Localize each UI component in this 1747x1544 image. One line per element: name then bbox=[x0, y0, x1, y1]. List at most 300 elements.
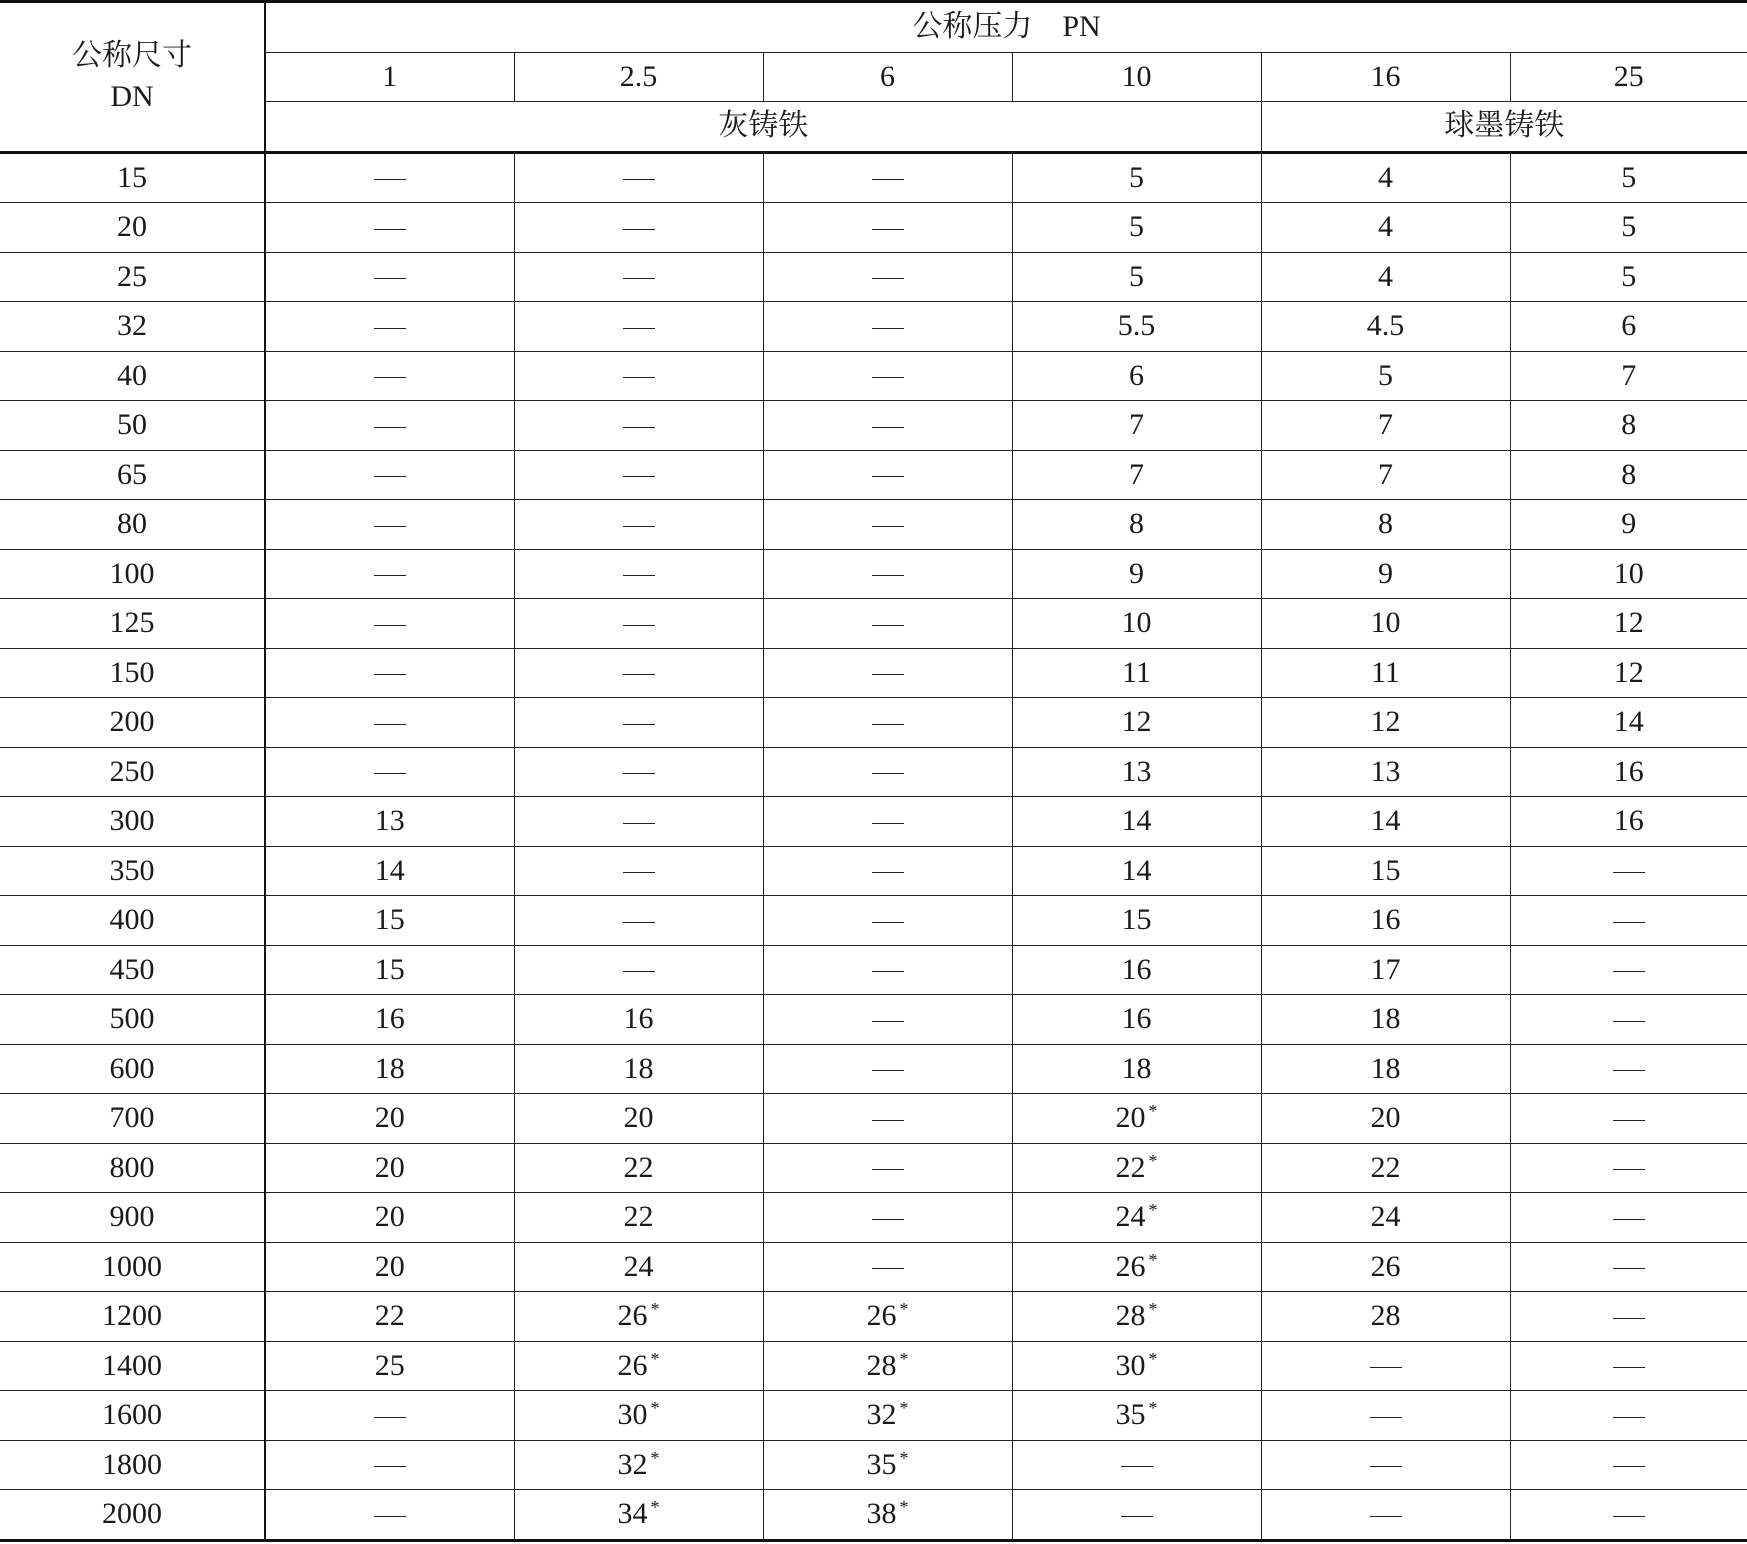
thickness-cell: 7 bbox=[1261, 401, 1510, 451]
thickness-cell: 6 bbox=[1510, 302, 1747, 352]
not-applicable-dash bbox=[872, 823, 904, 824]
dn-cell: 400 bbox=[0, 896, 265, 946]
thickness-cell: 20 bbox=[265, 1193, 514, 1243]
material-ductile-iron-cell: 球墨铸铁 bbox=[1261, 102, 1747, 153]
thickness-cell: 22 bbox=[1261, 1143, 1510, 1193]
thickness-cell: 22 bbox=[265, 1292, 514, 1342]
thickness-cell bbox=[514, 401, 763, 451]
not-applicable-dash bbox=[623, 872, 655, 873]
thickness-cell: 20 bbox=[514, 1094, 763, 1144]
thickness-cell: 8 bbox=[1510, 401, 1747, 451]
thickness-cell bbox=[265, 549, 514, 599]
table-row bbox=[0, 747, 1747, 797]
thickness-cell: 17 bbox=[1261, 945, 1510, 995]
thickness-cell: 26 * bbox=[514, 1341, 763, 1391]
dn-cell: 80 bbox=[0, 500, 265, 550]
thickness-cell: 26 * bbox=[763, 1292, 1012, 1342]
thickness-cell: 35 * bbox=[1012, 1391, 1261, 1441]
not-applicable-dash bbox=[872, 872, 904, 873]
dn-cell: 40 bbox=[0, 351, 265, 401]
thickness-cell: 4 bbox=[1261, 152, 1510, 203]
dn-cell: 2000 bbox=[0, 1490, 265, 1541]
thickness-cell bbox=[265, 648, 514, 698]
not-applicable-dash bbox=[374, 377, 406, 378]
dn-cell: 1000 bbox=[0, 1242, 265, 1292]
not-applicable-dash bbox=[1370, 1367, 1402, 1368]
thickness-cell: 20 bbox=[1261, 1094, 1510, 1144]
thickness-cell bbox=[763, 896, 1012, 946]
thickness-cell: 28 bbox=[1261, 1292, 1510, 1342]
table-row bbox=[0, 152, 1747, 203]
not-applicable-dash bbox=[623, 625, 655, 626]
thickness-cell bbox=[763, 450, 1012, 500]
thickness-cell: 15 bbox=[1012, 896, 1261, 946]
not-applicable-dash bbox=[623, 476, 655, 477]
thickness-cell bbox=[763, 152, 1012, 203]
thickness-cell bbox=[763, 500, 1012, 550]
dn-cell: 500 bbox=[0, 995, 265, 1045]
thickness-cell: 10 bbox=[1510, 549, 1747, 599]
thickness-cell: 22 bbox=[514, 1193, 763, 1243]
not-applicable-dash bbox=[623, 575, 655, 576]
thickness-cell: 35 * bbox=[763, 1440, 1012, 1490]
thickness-cell bbox=[514, 152, 763, 203]
table-row bbox=[0, 945, 1747, 995]
thickness-cell bbox=[1510, 1242, 1747, 1292]
thickness-cell bbox=[265, 252, 514, 302]
dn-cell: 50 bbox=[0, 401, 265, 451]
not-applicable-dash bbox=[623, 674, 655, 675]
not-applicable-dash bbox=[872, 724, 904, 725]
thickness-cell bbox=[763, 1143, 1012, 1193]
thickness-cell: 13 bbox=[265, 797, 514, 847]
table-row bbox=[0, 599, 1747, 649]
pressure-value-cell: 2.5 bbox=[514, 52, 763, 102]
thickness-cell: 20 * bbox=[1012, 1094, 1261, 1144]
not-applicable-dash bbox=[1613, 872, 1645, 873]
thickness-cell: 20 bbox=[265, 1094, 514, 1144]
thickness-cell: 4 bbox=[1261, 203, 1510, 253]
thickness-cell: 10 bbox=[1261, 599, 1510, 649]
thickness-cell: 26 * bbox=[1012, 1242, 1261, 1292]
dn-cell: 20 bbox=[0, 203, 265, 253]
table-row bbox=[0, 1391, 1747, 1441]
footnote-asterisk: * bbox=[899, 1497, 909, 1518]
not-applicable-dash bbox=[374, 328, 406, 329]
thickness-cell bbox=[265, 401, 514, 451]
not-applicable-dash bbox=[872, 476, 904, 477]
table-row bbox=[0, 995, 1747, 1045]
not-applicable-dash bbox=[374, 476, 406, 477]
size-header-cell bbox=[0, 2, 265, 153]
footnote-asterisk: * bbox=[1148, 1150, 1158, 1171]
dn-cell: 1200 bbox=[0, 1292, 265, 1342]
thickness-cell bbox=[265, 747, 514, 797]
dn-cell: 250 bbox=[0, 747, 265, 797]
thickness-cell bbox=[265, 302, 514, 352]
thickness-cell bbox=[763, 1193, 1012, 1243]
thickness-cell: 14 bbox=[1261, 797, 1510, 847]
dn-cell: 32 bbox=[0, 302, 265, 352]
table-row bbox=[0, 401, 1747, 451]
thickness-cell: 14 bbox=[1012, 846, 1261, 896]
thickness-cell bbox=[763, 1094, 1012, 1144]
thickness-cell bbox=[763, 351, 1012, 401]
thickness-cell bbox=[514, 203, 763, 253]
thickness-cell: 16 bbox=[1012, 945, 1261, 995]
thickness-cell bbox=[265, 599, 514, 649]
thickness-cell bbox=[514, 252, 763, 302]
not-applicable-dash bbox=[374, 278, 406, 279]
dn-cell: 350 bbox=[0, 846, 265, 896]
dn-cell: 1400 bbox=[0, 1341, 265, 1391]
thickness-cell: 18 bbox=[1012, 1044, 1261, 1094]
dn-cell: 150 bbox=[0, 648, 265, 698]
thickness-cell bbox=[265, 1391, 514, 1441]
not-applicable-dash bbox=[1613, 1169, 1645, 1170]
table-row bbox=[0, 648, 1747, 698]
table-row bbox=[0, 797, 1747, 847]
thickness-cell bbox=[514, 500, 763, 550]
dn-cell: 65 bbox=[0, 450, 265, 500]
table-row bbox=[0, 203, 1747, 253]
table-row bbox=[0, 1094, 1747, 1144]
thickness-cell bbox=[514, 747, 763, 797]
thickness-cell bbox=[514, 450, 763, 500]
not-applicable-dash bbox=[1613, 1367, 1645, 1368]
thickness-cell bbox=[514, 846, 763, 896]
thickness-cell bbox=[763, 797, 1012, 847]
thickness-cell: 5 bbox=[1012, 252, 1261, 302]
dn-cell: 450 bbox=[0, 945, 265, 995]
thickness-cell: 9 bbox=[1261, 549, 1510, 599]
thickness-cell bbox=[1510, 995, 1747, 1045]
not-applicable-dash bbox=[872, 328, 904, 329]
thickness-cell bbox=[763, 846, 1012, 896]
not-applicable-dash bbox=[872, 427, 904, 428]
thickness-cell: 9 bbox=[1510, 500, 1747, 550]
size-symbol: DN bbox=[110, 79, 154, 113]
table-row bbox=[0, 450, 1747, 500]
thickness-cell: 24 * bbox=[1012, 1193, 1261, 1243]
thickness-cell: 5 bbox=[1012, 203, 1261, 253]
thickness-cell bbox=[1261, 1440, 1510, 1490]
thickness-cell bbox=[763, 549, 1012, 599]
table-row bbox=[0, 896, 1747, 946]
thickness-cell bbox=[265, 152, 514, 203]
material-gray-iron-cell: 灰铸铁 bbox=[265, 102, 1261, 153]
thickness-cell: 12 bbox=[1510, 648, 1747, 698]
table-row bbox=[0, 252, 1747, 302]
thickness-cell bbox=[763, 698, 1012, 748]
thickness-cell: 7 bbox=[1510, 351, 1747, 401]
thickness-cell: 30 * bbox=[1012, 1341, 1261, 1391]
footnote-asterisk: * bbox=[1148, 1101, 1158, 1122]
not-applicable-dash bbox=[623, 526, 655, 527]
thickness-cell bbox=[763, 599, 1012, 649]
footnote-asterisk: * bbox=[899, 1348, 909, 1369]
not-applicable-dash bbox=[872, 773, 904, 774]
not-applicable-dash bbox=[623, 823, 655, 824]
not-applicable-dash bbox=[872, 377, 904, 378]
table-row bbox=[0, 1490, 1747, 1541]
thickness-cell: 38 * bbox=[763, 1490, 1012, 1541]
thickness-cell bbox=[1012, 1490, 1261, 1541]
not-applicable-dash bbox=[872, 179, 904, 180]
table-header bbox=[0, 2, 1747, 153]
size-label: 公称尺寸 bbox=[72, 39, 192, 73]
not-applicable-dash bbox=[872, 1120, 904, 1121]
thickness-cell bbox=[1510, 846, 1747, 896]
thickness-cell: 28 * bbox=[763, 1341, 1012, 1391]
not-applicable-dash bbox=[1613, 1318, 1645, 1319]
thickness-cell bbox=[514, 351, 763, 401]
not-applicable-dash bbox=[1370, 1466, 1402, 1467]
table-row bbox=[0, 351, 1747, 401]
footnote-asterisk: * bbox=[650, 1299, 660, 1320]
not-applicable-dash bbox=[1121, 1466, 1153, 1467]
thickness-cell bbox=[514, 599, 763, 649]
thickness-cell bbox=[265, 1440, 514, 1490]
dn-cell: 15 bbox=[0, 152, 265, 203]
thickness-cell bbox=[265, 1490, 514, 1541]
not-applicable-dash bbox=[1613, 971, 1645, 972]
not-applicable-dash bbox=[1613, 1021, 1645, 1022]
not-applicable-dash bbox=[872, 971, 904, 972]
not-applicable-dash bbox=[1613, 922, 1645, 923]
not-applicable-dash bbox=[623, 773, 655, 774]
not-applicable-dash bbox=[1613, 1417, 1645, 1418]
not-applicable-dash bbox=[374, 179, 406, 180]
thickness-cell bbox=[514, 648, 763, 698]
dn-cell: 125 bbox=[0, 599, 265, 649]
thickness-cell bbox=[1510, 1292, 1747, 1342]
footnote-asterisk: * bbox=[1148, 1200, 1158, 1221]
thickness-cell: 24 bbox=[1261, 1193, 1510, 1243]
thickness-cell bbox=[514, 698, 763, 748]
thickness-cell: 16 bbox=[1012, 995, 1261, 1045]
table-row bbox=[0, 1440, 1747, 1490]
thickness-cell: 12 bbox=[1261, 698, 1510, 748]
thickness-cell bbox=[514, 797, 763, 847]
thickness-cell: 20 bbox=[265, 1242, 514, 1292]
dn-cell: 200 bbox=[0, 698, 265, 748]
table-row bbox=[0, 1044, 1747, 1094]
table-row bbox=[0, 846, 1747, 896]
thickness-cell: 4 bbox=[1261, 252, 1510, 302]
not-applicable-dash bbox=[374, 1516, 406, 1517]
dn-cell: 1600 bbox=[0, 1391, 265, 1441]
not-applicable-dash bbox=[872, 1219, 904, 1220]
thickness-cell: 12 bbox=[1510, 599, 1747, 649]
thickness-cell bbox=[1510, 1341, 1747, 1391]
thickness-cell bbox=[514, 549, 763, 599]
thickness-cell bbox=[1510, 1440, 1747, 1490]
table-row bbox=[0, 1143, 1747, 1193]
thickness-cell bbox=[1510, 1094, 1747, 1144]
thickness-cell bbox=[265, 351, 514, 401]
thickness-cell bbox=[763, 401, 1012, 451]
header-row-pressure bbox=[0, 2, 1747, 53]
thickness-cell: 8 bbox=[1510, 450, 1747, 500]
not-applicable-dash bbox=[374, 526, 406, 527]
not-applicable-dash bbox=[374, 1466, 406, 1467]
dn-cell: 1800 bbox=[0, 1440, 265, 1490]
not-applicable-dash bbox=[1370, 1516, 1402, 1517]
table-row bbox=[0, 302, 1747, 352]
thickness-cell: 28 * bbox=[1012, 1292, 1261, 1342]
pressure-header-cell: 公称压力 PN bbox=[265, 2, 1747, 53]
thickness-cell: 13 bbox=[1261, 747, 1510, 797]
thickness-cell bbox=[514, 896, 763, 946]
thickness-cell bbox=[1510, 896, 1747, 946]
thickness-cell bbox=[763, 747, 1012, 797]
thickness-cell: 25 bbox=[265, 1341, 514, 1391]
dn-cell: 800 bbox=[0, 1143, 265, 1193]
footnote-asterisk: * bbox=[650, 1447, 660, 1468]
thickness-cell bbox=[1261, 1391, 1510, 1441]
thickness-cell: 30 * bbox=[514, 1391, 763, 1441]
thickness-cell bbox=[763, 1242, 1012, 1292]
dn-cell: 700 bbox=[0, 1094, 265, 1144]
dn-cell: 300 bbox=[0, 797, 265, 847]
not-applicable-dash bbox=[872, 1169, 904, 1170]
thickness-cell: 24 bbox=[514, 1242, 763, 1292]
thickness-cell bbox=[514, 302, 763, 352]
thickness-cell: 15 bbox=[265, 896, 514, 946]
thickness-cell: 4.5 bbox=[1261, 302, 1510, 352]
footnote-asterisk: * bbox=[650, 1497, 660, 1518]
not-applicable-dash bbox=[374, 427, 406, 428]
thickness-cell: 16 bbox=[1510, 747, 1747, 797]
footnote-asterisk: * bbox=[1148, 1398, 1158, 1419]
thickness-cell bbox=[763, 648, 1012, 698]
not-applicable-dash bbox=[374, 229, 406, 230]
not-applicable-dash bbox=[872, 625, 904, 626]
not-applicable-dash bbox=[623, 427, 655, 428]
pressure-value-cell: 25 bbox=[1510, 52, 1747, 102]
not-applicable-dash bbox=[872, 526, 904, 527]
thickness-cell bbox=[1261, 1341, 1510, 1391]
not-applicable-dash bbox=[374, 773, 406, 774]
not-applicable-dash bbox=[872, 575, 904, 576]
thickness-cell: 10 bbox=[1012, 599, 1261, 649]
pressure-value-cell: 1 bbox=[265, 52, 514, 102]
not-applicable-dash bbox=[1613, 1120, 1645, 1121]
not-applicable-dash bbox=[1613, 1466, 1645, 1467]
thickness-cell bbox=[763, 203, 1012, 253]
thickness-cell bbox=[1510, 1193, 1747, 1243]
not-applicable-dash bbox=[872, 1268, 904, 1269]
thickness-cell: 11 bbox=[1012, 648, 1261, 698]
pressure-value-cell: 6 bbox=[763, 52, 1012, 102]
thickness-cell bbox=[763, 945, 1012, 995]
pressure-value-cell: 16 bbox=[1261, 52, 1510, 102]
thickness-cell bbox=[265, 698, 514, 748]
footnote-asterisk: * bbox=[650, 1398, 660, 1419]
thickness-cell: 20 bbox=[265, 1143, 514, 1193]
footnote-asterisk: * bbox=[1148, 1299, 1158, 1320]
thickness-cell: 32 * bbox=[514, 1440, 763, 1490]
not-applicable-dash bbox=[872, 229, 904, 230]
not-applicable-dash bbox=[374, 625, 406, 626]
thickness-cell: 6 bbox=[1012, 351, 1261, 401]
thickness-cell: 5 bbox=[1510, 252, 1747, 302]
not-applicable-dash bbox=[623, 278, 655, 279]
thickness-cell: 14 bbox=[1510, 698, 1747, 748]
not-applicable-dash bbox=[374, 724, 406, 725]
thickness-cell: 5 bbox=[1510, 203, 1747, 253]
not-applicable-dash bbox=[623, 179, 655, 180]
table-body bbox=[0, 152, 1747, 1540]
not-applicable-dash bbox=[1370, 1417, 1402, 1418]
thickness-cell bbox=[1510, 1490, 1747, 1541]
thickness-cell: 18 bbox=[1261, 1044, 1510, 1094]
thickness-cell: 7 bbox=[1012, 450, 1261, 500]
not-applicable-dash bbox=[872, 1021, 904, 1022]
not-applicable-dash bbox=[1613, 1070, 1645, 1071]
not-applicable-dash bbox=[872, 278, 904, 279]
footnote-asterisk: * bbox=[899, 1447, 909, 1468]
not-applicable-dash bbox=[623, 328, 655, 329]
thickness-cell bbox=[1261, 1490, 1510, 1541]
thickness-cell bbox=[265, 203, 514, 253]
not-applicable-dash bbox=[374, 674, 406, 675]
footnote-asterisk: * bbox=[650, 1348, 660, 1369]
thickness-cell: 34 * bbox=[514, 1490, 763, 1541]
thickness-cell: 18 bbox=[265, 1044, 514, 1094]
thickness-cell: 16 bbox=[1261, 896, 1510, 946]
thickness-cell: 8 bbox=[1261, 500, 1510, 550]
footnote-asterisk: * bbox=[899, 1299, 909, 1320]
footnote-asterisk: * bbox=[1148, 1249, 1158, 1270]
thickness-cell bbox=[763, 995, 1012, 1045]
thickness-cell: 7 bbox=[1012, 401, 1261, 451]
not-applicable-dash bbox=[1613, 1219, 1645, 1220]
footnote-asterisk: * bbox=[899, 1398, 909, 1419]
not-applicable-dash bbox=[374, 1417, 406, 1418]
pressure-value-cell: 10 bbox=[1012, 52, 1261, 102]
not-applicable-dash bbox=[623, 971, 655, 972]
thickness-cell: 15 bbox=[1261, 846, 1510, 896]
thickness-cell: 14 bbox=[265, 846, 514, 896]
thickness-cell: 15 bbox=[265, 945, 514, 995]
not-applicable-dash bbox=[1613, 1268, 1645, 1269]
thickness-cell: 8 bbox=[1012, 500, 1261, 550]
not-applicable-dash bbox=[1121, 1516, 1153, 1517]
thickness-cell: 9 bbox=[1012, 549, 1261, 599]
thickness-cell bbox=[1510, 1143, 1747, 1193]
dn-cell: 600 bbox=[0, 1044, 265, 1094]
footnote-asterisk: * bbox=[1148, 1348, 1158, 1369]
dn-cell: 100 bbox=[0, 549, 265, 599]
thickness-cell: 7 bbox=[1261, 450, 1510, 500]
thickness-cell: 22 * bbox=[1012, 1143, 1261, 1193]
thickness-cell bbox=[763, 252, 1012, 302]
thickness-cell: 16 bbox=[265, 995, 514, 1045]
dn-cell: 900 bbox=[0, 1193, 265, 1243]
table-row bbox=[0, 1341, 1747, 1391]
thickness-cell bbox=[265, 500, 514, 550]
thickness-cell: 26 bbox=[1261, 1242, 1510, 1292]
thickness-cell: 5.5 bbox=[1012, 302, 1261, 352]
thickness-cell: 18 bbox=[514, 1044, 763, 1094]
thickness-cell: 32 * bbox=[763, 1391, 1012, 1441]
thickness-cell bbox=[763, 302, 1012, 352]
thickness-cell: 14 bbox=[1012, 797, 1261, 847]
table-row bbox=[0, 549, 1747, 599]
table-row bbox=[0, 1242, 1747, 1292]
